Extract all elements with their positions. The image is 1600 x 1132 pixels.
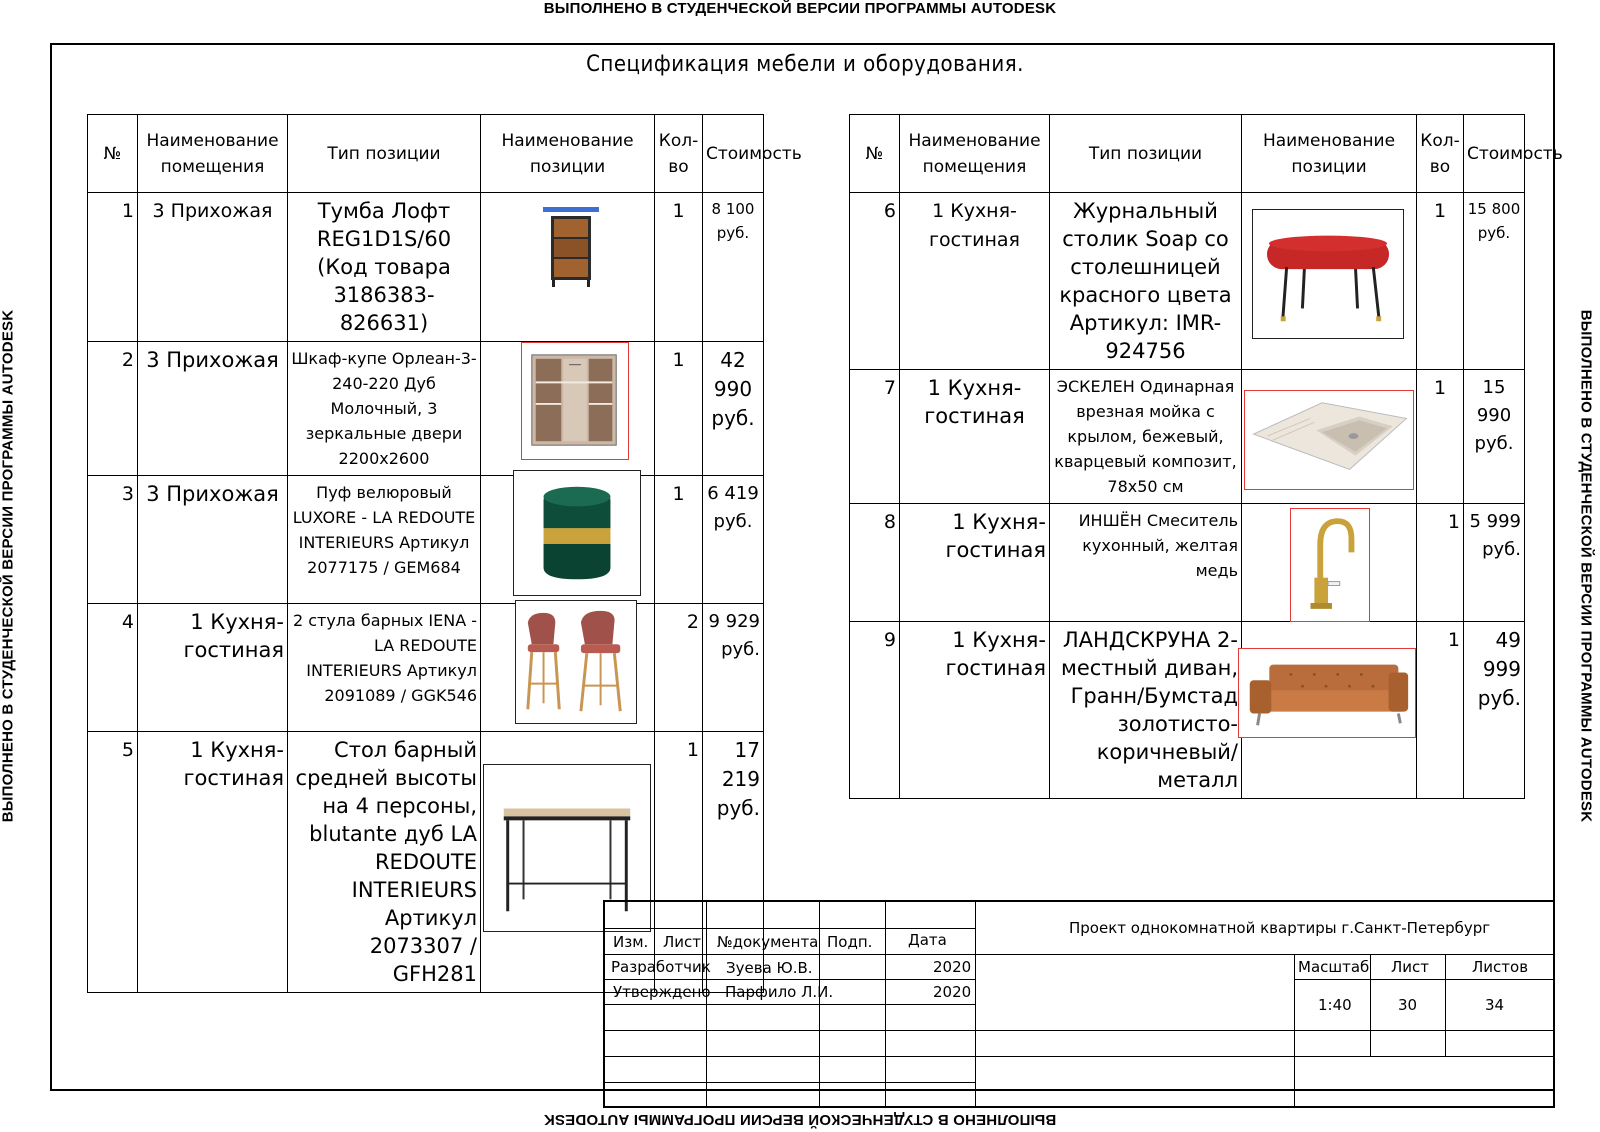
stamp-col-list: Лист bbox=[663, 933, 702, 951]
row-num: 6 bbox=[850, 193, 900, 370]
row-room: 3 Прихожая bbox=[138, 476, 288, 604]
stamp-developer-date: 2020 bbox=[933, 958, 972, 976]
sink-image bbox=[1244, 390, 1414, 490]
row-qty: 1 bbox=[655, 342, 703, 476]
watermark-right: ВЫПОЛНЕНО В СТУДЕНЧЕСКОЙ ВЕРСИИ ПРОГРАММЫ AUTODESK bbox=[1577, 309, 1595, 823]
stamp-developer-name: Зуева Ю.В. bbox=[726, 959, 813, 977]
stamp-col-izm: Изм. bbox=[613, 933, 649, 951]
row-cost: 49 999 руб. bbox=[1464, 622, 1525, 799]
title-block bbox=[603, 900, 1555, 1108]
faucet-image bbox=[1290, 508, 1370, 622]
row-type: ИНШЁН Смеситель кухонный, желтая медь bbox=[1050, 504, 1242, 622]
table-row bbox=[850, 622, 1525, 799]
row-image-cell bbox=[481, 193, 655, 342]
sheet-title: Спецификация мебели и оборудования. bbox=[586, 52, 1024, 77]
stamp-sheet-label: Лист bbox=[1391, 958, 1430, 976]
row-room: 1 Кухня-гостиная bbox=[900, 370, 1050, 504]
pouf-image bbox=[513, 470, 641, 596]
row-num: 9 bbox=[850, 622, 900, 799]
table-row bbox=[850, 193, 1525, 370]
row-num: 2 bbox=[88, 342, 138, 476]
row-num: 3 bbox=[88, 476, 138, 604]
row-qty: 1 bbox=[1417, 504, 1464, 622]
row-image-cell bbox=[481, 342, 655, 476]
row-image-cell bbox=[1242, 622, 1417, 799]
sofa-image bbox=[1238, 648, 1416, 738]
stamp-scale-label: Масштаб bbox=[1298, 958, 1370, 976]
row-qty: 1 bbox=[655, 476, 703, 604]
cabinet-image bbox=[543, 207, 599, 289]
row-cost: 5 999 руб. bbox=[1464, 504, 1525, 622]
stamp-role-approved: Утверждено bbox=[613, 983, 711, 1001]
stamp-sheets-value: 34 bbox=[1485, 996, 1505, 1014]
row-image-cell bbox=[481, 476, 655, 604]
row-type: Шкаф-купе Орлеан-3-240-220 Дуб Молочный, 3 зеркальные двери 2200х2600 bbox=[288, 342, 481, 476]
stamp-col-podp: Подп. bbox=[827, 933, 873, 951]
row-qty: 1 bbox=[1417, 193, 1464, 370]
header-name: Наименование позиции bbox=[1242, 115, 1417, 193]
row-room: 1 Кухня-гостиная bbox=[900, 622, 1050, 799]
header-num: № bbox=[88, 115, 138, 193]
row-cost: 15 990 руб. bbox=[1464, 370, 1525, 504]
row-cost: 42 990 руб. bbox=[703, 342, 764, 476]
row-cost: 15 800 руб. bbox=[1464, 193, 1525, 370]
row-cost: 17 219 руб. bbox=[703, 732, 764, 993]
row-room: 1 Кухня-гостиная bbox=[900, 504, 1050, 622]
row-type: ЛАНДСКРУНА 2-местный диван, Гранн/Бумстад золотисто-коричневый/металл bbox=[1050, 622, 1242, 799]
watermark-top: ВЫПОЛНЕНО В СТУДЕНЧЕСКОЙ ВЕРСИИ ПРОГРАММЫ AUTODESK bbox=[543, 0, 1057, 17]
stamp-project-title: Проект однокомнатной квартиры г.Санкт-Петербург bbox=[1069, 919, 1491, 937]
stamp-approver-date: 2020 bbox=[933, 983, 972, 1001]
header-room: Наименование помещения bbox=[900, 115, 1050, 193]
row-num: 5 bbox=[88, 732, 138, 993]
row-cost: 9 929 руб. bbox=[703, 604, 764, 732]
row-type: Пуф велюровый LUXORE - LA REDOUTE INTERIEURS Артикул 2077175 / GEM684 bbox=[288, 476, 481, 604]
stamp-scale-value: 1:40 bbox=[1318, 996, 1352, 1014]
bar-stools-image bbox=[515, 600, 637, 724]
table-row bbox=[850, 370, 1525, 504]
header-qty: Кол-во bbox=[655, 115, 703, 193]
row-room: 3 Прихожая bbox=[138, 193, 288, 342]
stamp-col-doc: №документа bbox=[717, 933, 819, 951]
row-image-cell bbox=[1242, 193, 1417, 370]
row-type: Журнальный столик Soap со столешницей красного цвета Артикул: IMR-924756 bbox=[1050, 193, 1242, 370]
stamp-sheet-value: 30 bbox=[1398, 996, 1418, 1014]
table-row bbox=[850, 504, 1525, 622]
row-num: 7 bbox=[850, 370, 900, 504]
watermark-bottom: ВЫПОЛНЕНО В СТУДЕНЧЕСКОЙ ВЕРСИИ ПРОГРАММЫ AUTODESK bbox=[543, 1111, 1057, 1128]
row-cost: 6 419 руб. bbox=[703, 476, 764, 604]
row-qty: 1 bbox=[655, 193, 703, 342]
row-image-cell bbox=[481, 604, 655, 732]
header-type: Тип позиции bbox=[288, 115, 481, 193]
wardrobe-image bbox=[521, 342, 629, 460]
row-image-cell bbox=[1242, 504, 1417, 622]
row-qty: 2 bbox=[655, 604, 703, 732]
table-row bbox=[88, 476, 764, 604]
row-type: Тумба Лофт REG1D1S/60 (Код товара 3186383-826631) bbox=[288, 193, 481, 342]
header-num: № bbox=[850, 115, 900, 193]
coffee-table-image bbox=[1252, 209, 1404, 339]
row-room: 3 Прихожая bbox=[138, 342, 288, 476]
stamp-sheets-label: Листов bbox=[1472, 958, 1529, 976]
row-qty: 1 bbox=[1417, 370, 1464, 504]
row-num: 1 bbox=[88, 193, 138, 342]
stamp-col-date: Дата bbox=[908, 931, 947, 949]
stamp-approver-name: Парфило Л.И. bbox=[725, 983, 834, 1001]
header-qty: Кол-во bbox=[1417, 115, 1464, 193]
table-row bbox=[88, 604, 764, 732]
table-header-row bbox=[850, 115, 1525, 193]
row-qty: 1 bbox=[1417, 622, 1464, 799]
header-name: Наименование позиции bbox=[481, 115, 655, 193]
watermark-left: ВЫПОЛНЕНО В СТУДЕНЧЕСКОЙ ВЕРСИИ ПРОГРАММЫ AUTODESK bbox=[0, 309, 17, 823]
row-type: Стол барный средней высоты на 4 персоны, blutante дуб LA REDOUTE INTERIEURS Артикул 2073307 / GFH281 bbox=[288, 732, 481, 993]
row-image-cell bbox=[1242, 370, 1417, 504]
row-type: 2 стула барных IENA - LA REDOUTE INTERIEURS Артикул 2091089 / GGK546 bbox=[288, 604, 481, 732]
stamp-role-developer: Разработчик bbox=[611, 958, 711, 976]
header-cost: Стоимость bbox=[1464, 115, 1525, 193]
row-num: 8 bbox=[850, 504, 900, 622]
header-room: Наименование помещения bbox=[138, 115, 288, 193]
spec-table-right bbox=[849, 114, 1563, 799]
row-room: 1 Кухня-гостиная bbox=[900, 193, 1050, 370]
header-type: Тип позиции bbox=[1050, 115, 1242, 193]
table-row bbox=[88, 342, 764, 476]
row-cost: 8 100 руб. bbox=[703, 193, 764, 342]
row-room: 1 Кухня-гостиная bbox=[138, 732, 288, 993]
header-cost: Стоимость bbox=[703, 115, 764, 193]
table-header-row bbox=[88, 115, 764, 193]
table-row bbox=[88, 193, 764, 342]
row-qty: 1 bbox=[655, 732, 703, 993]
row-num: 4 bbox=[88, 604, 138, 732]
row-room: 1 Кухня-гостиная bbox=[138, 604, 288, 732]
row-type: ЭСКЕЛЕН Одинарная врезная мойка с крылом, бежевый, кварцевый композит, 78x50 см bbox=[1050, 370, 1242, 504]
